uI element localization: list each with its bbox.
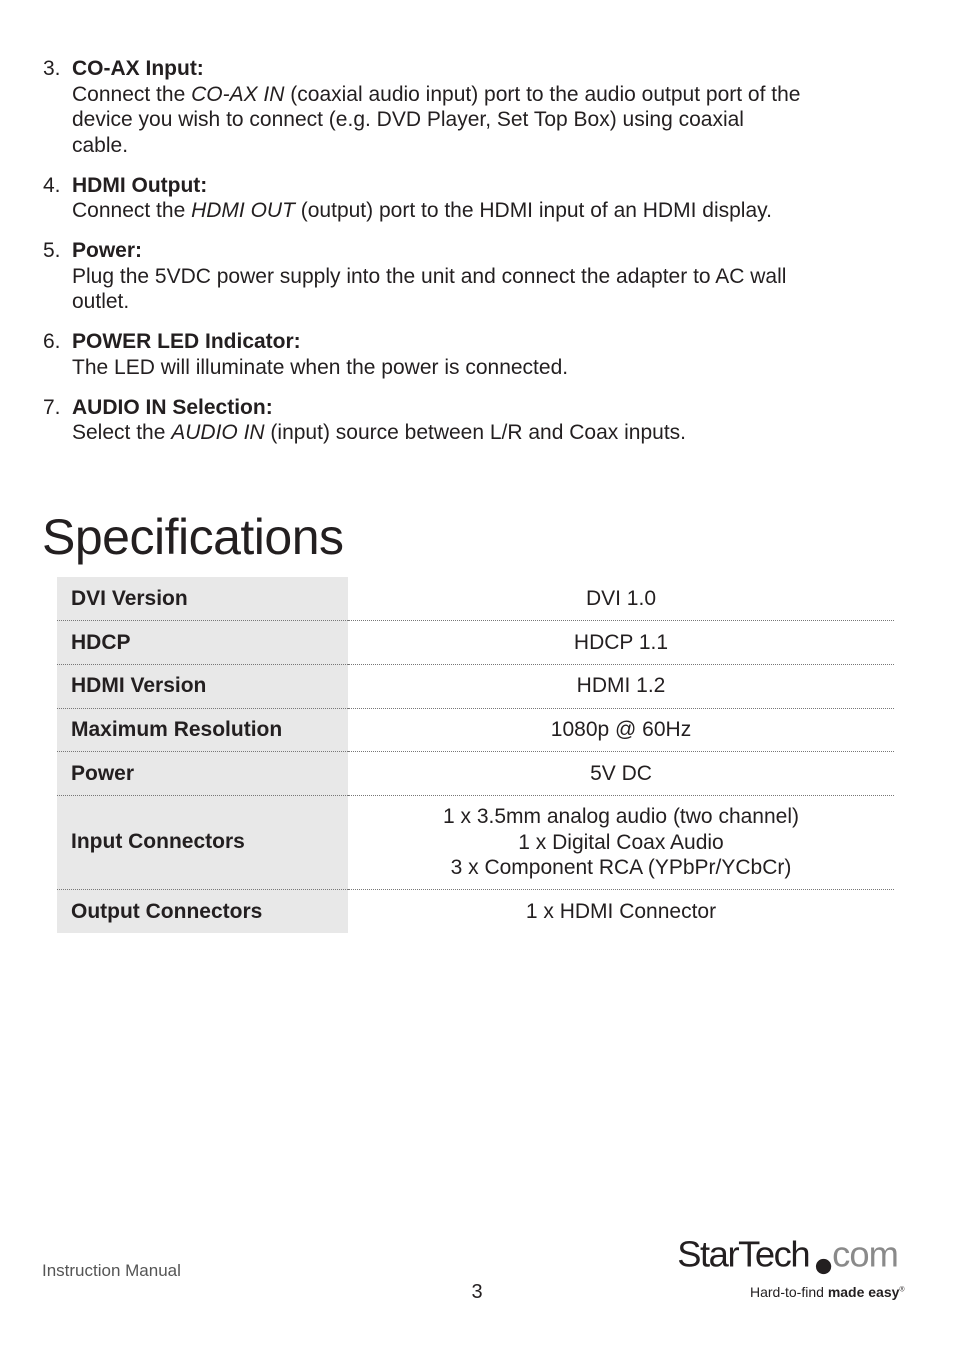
step-number: 7. (43, 395, 61, 419)
logo-domain-text: com (832, 1234, 898, 1275)
step-number: 4. (43, 173, 61, 197)
table-row (57, 795, 894, 889)
table-row (57, 752, 894, 796)
step-description: Select the AUDIO IN (input) source between L/R and Coax inputs. (72, 421, 686, 444)
footer-manual-label: Instruction Manual (42, 1261, 181, 1280)
step-title: Power: (72, 239, 143, 262)
instruction-steps (43, 56, 803, 460)
spec-value-line: 3 x Component RCA (YPbPr/YCbCr) (450, 856, 792, 880)
startech-logo (672, 1234, 912, 1300)
step-hdmi-output (43, 173, 803, 224)
step-description: Plug the 5VDC power supply into the unit and connect the adapter to AC wall outlet. (72, 264, 787, 313)
spec-label: DVI Version (57, 577, 348, 621)
spec-value-line: 1 x 3.5mm analog audio (two channel) (442, 805, 800, 829)
logo-dot-icon (816, 1259, 831, 1274)
table-row (57, 708, 894, 752)
spec-label: HDMI Version (57, 664, 348, 708)
logo-brand-text: StarTech (677, 1234, 810, 1275)
step-title: AUDIO IN Selection: (72, 395, 273, 419)
step-description: The LED will illuminate when the power is connected. (72, 355, 569, 379)
spec-label: Maximum Resolution (57, 708, 348, 752)
step-description: Connect the HDMI OUT (output) port to the HDMI input of an HDMI display. (72, 199, 772, 222)
spec-label: HDCP (57, 621, 348, 665)
step-title: HDMI Output: (72, 173, 208, 197)
spec-value: HDMI 1.2 (348, 664, 894, 708)
spec-label: Input Connectors (57, 795, 348, 889)
table-row (57, 577, 894, 621)
step-number: 6. (43, 330, 61, 353)
spec-value: 5V DC (348, 752, 894, 796)
spec-label: Output Connectors (57, 889, 348, 933)
spec-value-line: 1 x Digital Coax Audio (518, 830, 724, 854)
spec-value: DVI 1.0 (585, 586, 657, 610)
step-title: CO-AX Input: (72, 57, 204, 80)
specifications-table (57, 577, 894, 933)
spec-value: 1080p @ 60Hz (348, 708, 894, 752)
spec-value: HDCP 1.1 (348, 621, 894, 665)
step-description: Connect the CO-AX IN (coaxial audio input) port to the audio output port of the device you wish to connect (e.g. DVD Player, Set Top Box) using coaxial cable. (72, 82, 801, 157)
table-row (57, 621, 894, 665)
step-number: 5. (43, 239, 61, 262)
spec-label: Power (57, 752, 348, 796)
step-power (43, 238, 803, 315)
table-row (57, 664, 894, 708)
spec-value: 1 x HDMI Connector (348, 889, 894, 933)
step-power-led (43, 329, 803, 380)
spec-value (348, 795, 894, 889)
step-audio-in-selection (43, 395, 803, 446)
step-number: 3. (43, 57, 61, 80)
page-number: 3 (471, 1281, 483, 1303)
startech-wordmark-icon (672, 1234, 912, 1278)
specifications-heading: Specifications (42, 509, 344, 565)
step-title: POWER LED Indicator: (72, 330, 301, 353)
logo-tagline: Hard-to-find made easy® (750, 1284, 905, 1300)
step-coax-input (43, 56, 803, 158)
table-row (57, 889, 894, 933)
